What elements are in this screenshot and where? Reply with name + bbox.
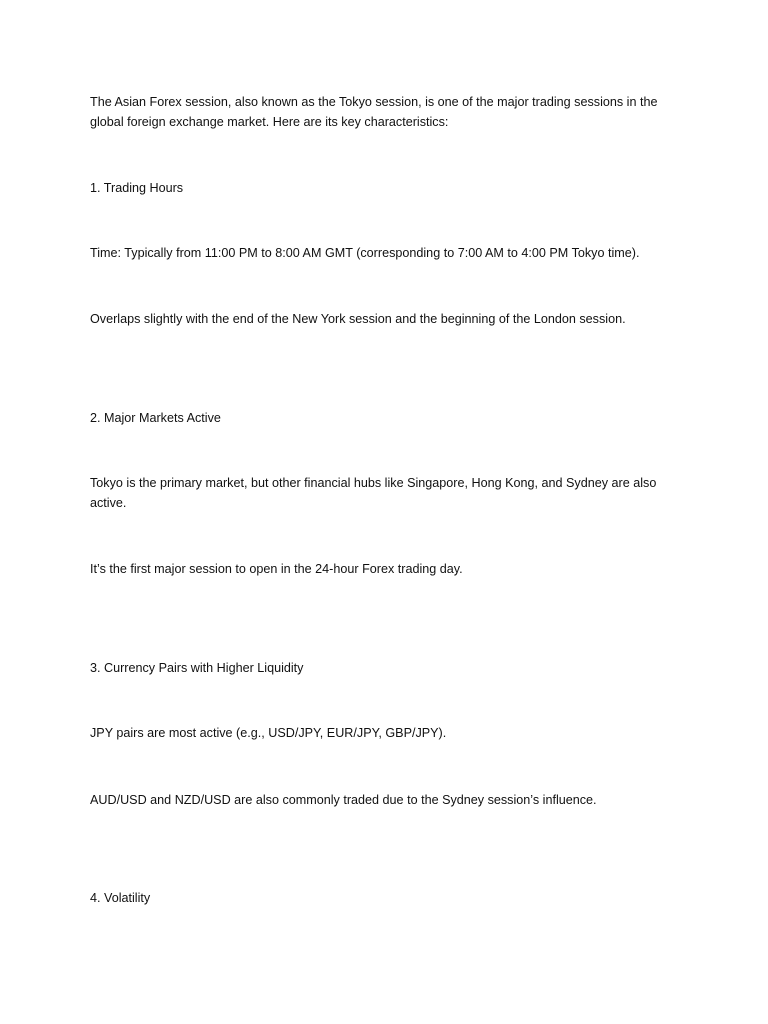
paragraph-primary-market: Tokyo is the primary market, but other financial hubs like Singapore, Hong Kong, and Sydney are also active.: [90, 476, 657, 510]
section-heading-trading-hours: 1. Trading Hours: [90, 181, 184, 195]
paragraph-aud-nzd: AUD/USD and NZD/USD are also commonly traded due to the Sydney session’s influence.: [90, 793, 597, 807]
paragraph-trading-time: Time: Typically from 11:00 PM to 8:00 AM GMT (corresponding to 7:00 AM to 4:00 PM Tokyo time).: [90, 246, 640, 260]
section-heading-currency-pairs: 3. Currency Pairs with Higher Liquidity: [90, 661, 304, 675]
section-heading-major-markets: 2. Major Markets Active: [90, 411, 221, 425]
section-heading-volatility: 4. Volatility: [90, 891, 151, 905]
intro-paragraph: The Asian Forex session, also known as the Tokyo session, is one of the major trading sessions in the global foreign exchange market. Here are its key characteristics:: [90, 95, 658, 129]
paragraph-session-overlap: Overlaps slightly with the end of the New York session and the beginning of the London session.: [90, 312, 626, 326]
paragraph-jpy-pairs: JPY pairs are most active (e.g., USD/JPY, EUR/JPY, GBP/JPY).: [90, 726, 447, 740]
paragraph-first-session: It’s the first major session to open in the 24-hour Forex trading day.: [90, 562, 463, 576]
